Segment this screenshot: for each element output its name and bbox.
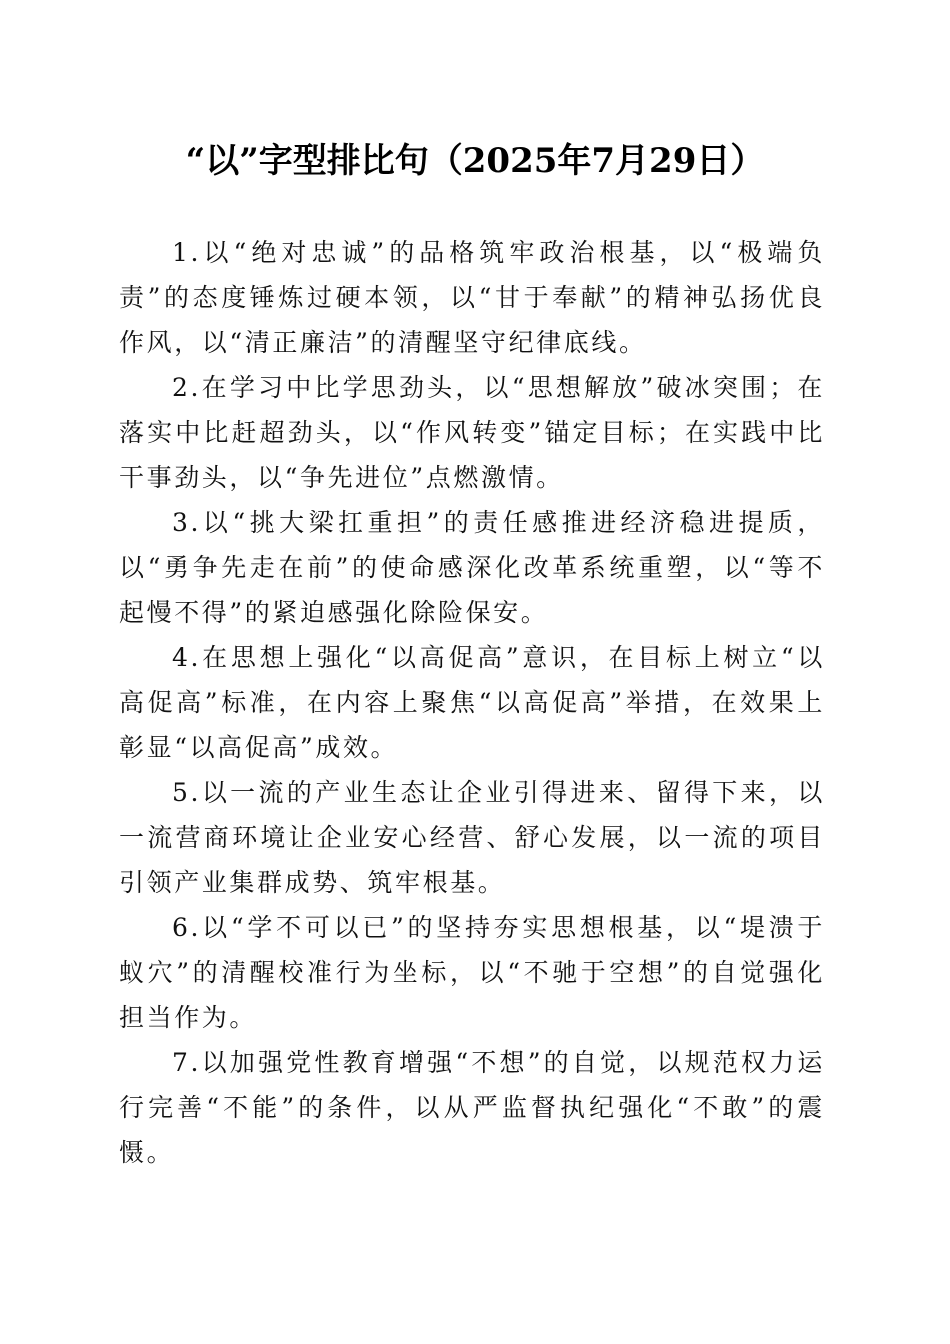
paragraph-4: 4.在思想上强化“以高促高”意识，在目标上树立“以高促高”标准，在内容上聚焦“以高促高”举措，在效果上彰显“以高促高”成效。 — [119, 643, 825, 762]
paragraph-1: 1.以“绝对忠诚”的品格筑牢政治根基，以“极端负责”的态度锤炼过硬本领，以“甘于奉献”的精神弘扬优良作风，以“清正廉洁”的清醒坚守纪律底线。 — [119, 238, 825, 357]
paragraph-2: 2.在学习中比学思劲头，以“思想解放”破冰突围；在落实中比赶超劲头，以“作风转变”锚定目标；在实践中比干事劲头，以“争先进位”点燃激情。 — [119, 373, 825, 492]
paragraph-5: 5.以一流的产业生态让企业引得进来、留得下来，以一流营商环境让企业安心经营、舒心发展，以一流的项目引领产业集群成势、筑牢根基。 — [119, 778, 825, 897]
document-body — [119, 230, 825, 1175]
paragraph-3: 3.以“挑大梁扛重担”的责任感推进经济稳进提质，以“勇争先走在前”的使命感深化改革系统重塑，以“等不起慢不得”的紧迫感强化除险保安。 — [119, 508, 825, 627]
paragraph-7: 7.以加强党性教育增强“不想”的自觉，以规范权力运行完善“不能”的条件，以从严监督执纪强化“不敢”的震慑。 — [119, 1048, 825, 1167]
paragraph-6: 6.以“学不可以已”的坚持夯实思想根基，以“堤溃于蚁穴”的清醒校准行为坐标，以“不驰于空想”的自觉强化担当作为。 — [119, 913, 825, 1032]
page-title: “以”字型排比句（2025年7月29日） — [185, 141, 765, 181]
